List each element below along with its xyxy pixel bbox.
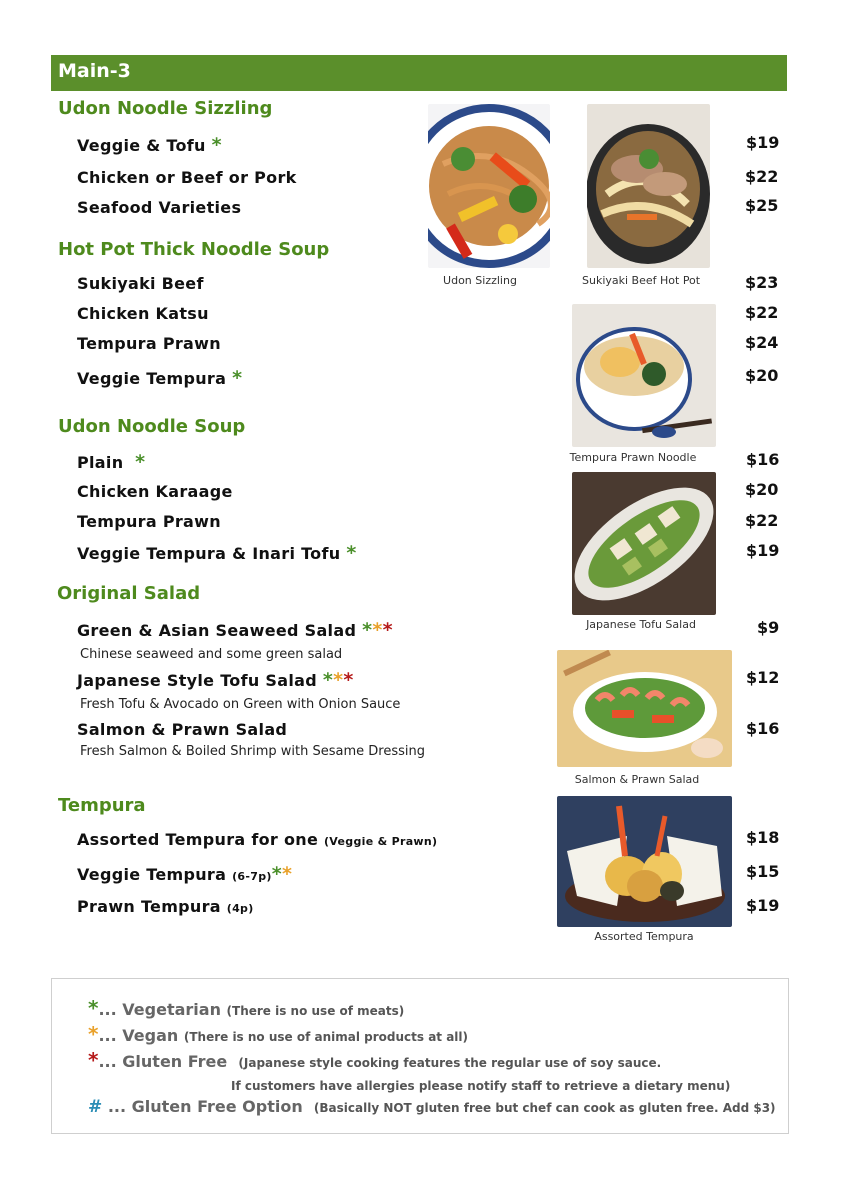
menu-item (77, 897, 254, 916)
item-price: $15 (746, 862, 780, 881)
vegetarian-icon: * (135, 451, 146, 473)
vegan-icon: * (333, 669, 344, 691)
photo-caption: Salmon & Prawn Salad (574, 773, 700, 786)
assorted-tempura-photo (557, 796, 732, 927)
menu-item (77, 367, 242, 389)
item-price: $19 (746, 896, 780, 915)
sukiyaki-hot-pot-photo (587, 104, 710, 268)
salmon-prawn-salad-photo (557, 650, 732, 767)
tofu-salad-photo (572, 472, 716, 615)
item-price: $22 (745, 167, 779, 186)
item-price: $12 (746, 668, 780, 687)
legend-label: Vegetarian (122, 1000, 221, 1019)
legend-row-gluten-free-option (88, 1097, 776, 1117)
legend-note: (Japanese style cooking features the regular use of soy sauce. (238, 1056, 662, 1070)
legend-separator: ... (107, 1097, 132, 1116)
photo-caption: Udon Sizzling (443, 274, 517, 287)
vegetarian-icon: * (88, 996, 99, 1020)
section-title-udon-sizzling: Udon Noodle Sizzling (58, 98, 273, 119)
section-title-udon-soup: Udon Noodle Soup (58, 416, 246, 437)
item-price: $18 (746, 828, 780, 847)
vegan-icon: * (372, 619, 383, 641)
menu-item (77, 134, 222, 156)
header-bar (51, 55, 787, 91)
vegetarian-icon: * (362, 619, 373, 641)
menu-item (77, 542, 357, 564)
legend-separator: ... (98, 1000, 123, 1019)
item-name: Tempura Prawn (77, 512, 221, 531)
item-name: Seafood Varieties (77, 198, 242, 217)
legend-row-vegetarian (88, 996, 404, 1020)
vegetarian-icon: * (232, 367, 243, 389)
section-title-salad: Original Salad (57, 583, 201, 604)
legend-note: (There is no use of animal products at all) (183, 1030, 469, 1044)
menu-item (77, 619, 393, 641)
item-price: $16 (746, 719, 780, 738)
legend-note: (Basically NOT gluten free but chef can cook as gluten free. Add $3) (313, 1101, 776, 1115)
gluten-free-icon: * (88, 1048, 99, 1072)
item-name: Veggie Tempura & Inari Tofu (77, 544, 341, 563)
photo-caption: Assorted Tempura (594, 930, 694, 943)
item-price: $23 (745, 273, 779, 292)
legend-label: Gluten Free (122, 1052, 228, 1071)
vegetarian-icon: * (211, 134, 222, 156)
item-price: $20 (745, 366, 779, 385)
item-name: Tempura Prawn (77, 334, 221, 353)
vegetarian-icon: * (271, 863, 282, 885)
section-title-hot-pot: Hot Pot Thick Noodle Soup (58, 239, 330, 260)
item-description: Chinese seaweed and some green salad (80, 647, 343, 662)
item-note: (6-7p) (232, 870, 272, 883)
menu-item (77, 669, 354, 691)
page-title: Main-3 (58, 60, 131, 82)
photo-caption: Tempura Prawn Noodle (569, 451, 697, 464)
item-price: $9 (757, 618, 780, 637)
photo-caption: Sukiyaki Beef Hot Pot (582, 274, 701, 287)
legend-separator: ... (98, 1052, 123, 1071)
item-description: Fresh Salmon & Boiled Shrimp with Sesame Dressing (80, 744, 426, 759)
hash-icon: # (88, 1097, 103, 1117)
vegetarian-icon: * (322, 669, 334, 691)
item-price: $24 (745, 333, 779, 352)
item-name: Plain (77, 453, 124, 472)
legend-separator: ... (98, 1026, 123, 1045)
legend-row-vegan (88, 1022, 468, 1046)
menu-item (77, 451, 145, 473)
legend-row-gluten-free (88, 1048, 661, 1072)
legend-note: If customers have allergies please notify staff to retrieve a dietary menu) (231, 1079, 731, 1093)
gluten-free-icon: * (343, 669, 354, 691)
item-name: Veggie Tempura (77, 865, 227, 884)
legend-row-gluten-free-note (231, 1075, 730, 1094)
gluten-free-icon: * (382, 619, 393, 641)
item-price: $22 (745, 511, 779, 530)
menu-item (77, 863, 292, 885)
item-price: $16 (746, 450, 780, 469)
item-name: Japanese Style Tofu Salad (77, 671, 317, 690)
item-note: (Veggie & Prawn) (323, 835, 438, 848)
legend-note: (There is no use of meats) (226, 1004, 405, 1018)
item-name: Veggie & Tofu (77, 136, 206, 155)
item-name: Veggie Tempura (77, 369, 227, 388)
item-name: Salmon & Prawn Salad (77, 720, 288, 739)
item-name: Prawn Tempura (77, 897, 221, 916)
item-name: Assorted Tempura for one (77, 830, 319, 849)
item-name: Green & Asian Seaweed Salad (77, 621, 357, 640)
menu-item (77, 830, 437, 849)
item-note: (4p) (226, 902, 254, 915)
legend-label: Vegan (122, 1026, 179, 1045)
item-price: $19 (746, 541, 780, 560)
item-price: $25 (745, 196, 779, 215)
item-price: $22 (745, 303, 779, 322)
udon-sizzling-photo (428, 104, 550, 268)
item-price: $19 (746, 133, 780, 152)
item-name: Sukiyaki Beef (77, 274, 204, 293)
item-price: $20 (745, 480, 779, 499)
legend-label: Gluten Free Option (131, 1097, 303, 1116)
item-name: Chicken or Beef or Pork (77, 168, 297, 187)
section-title-tempura: Tempura (58, 795, 146, 816)
photo-caption: Japanese Tofu Salad (586, 618, 696, 631)
vegetarian-icon: * (346, 542, 357, 564)
vegan-icon: * (88, 1022, 99, 1046)
vegan-icon: * (281, 863, 293, 885)
item-description: Fresh Tofu & Avocado on Green with Onion Sauce (80, 697, 401, 712)
item-name: Chicken Katsu (77, 304, 209, 323)
tempura-prawn-noodle-photo (572, 304, 716, 447)
item-name: Chicken Karaage (77, 482, 233, 501)
